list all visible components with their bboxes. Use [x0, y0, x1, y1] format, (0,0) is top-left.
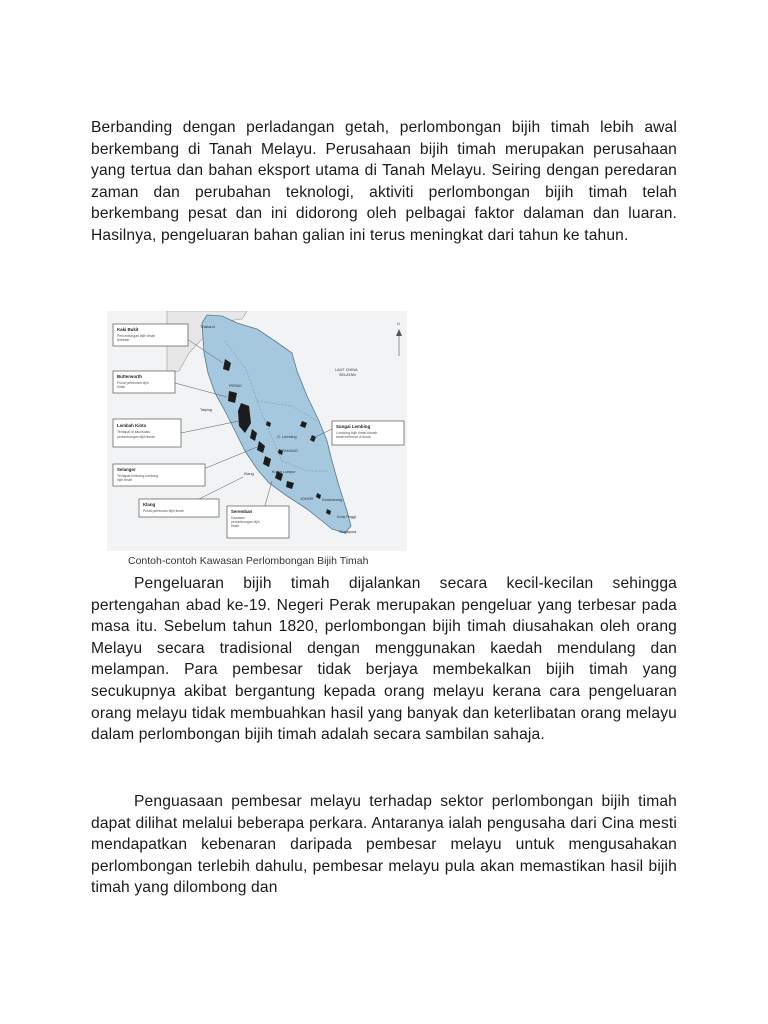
box-butterworth	[113, 371, 175, 393]
box-kaki-bukit-title: Kaki Bukit	[117, 327, 139, 332]
box-seremban	[227, 506, 289, 538]
sea-label-line2: SELATAN	[339, 373, 356, 377]
box-sungai-lembing-line1: Lombong bijih timah bawah	[336, 431, 378, 435]
sea-label-line1: LAUT CHINA	[335, 368, 358, 372]
label-kota-tinggi: Kota Tinggi	[337, 515, 356, 519]
box-lembah-kinta	[113, 419, 181, 447]
box-kaki-bukit-line1: Perlombongan bijih timah	[117, 334, 156, 338]
box-seremban-title: Seremban	[231, 509, 253, 514]
label-sg-lembing: G. Lembing	[277, 435, 297, 439]
paragraph-intro: Berbanding dengan perladangan getah, perlombongan bijih timah lebih awal berkembang di Tanah Melayu. Perusahaan bijih timah merupakan perusahaan yang tertua dan bahan eksport utama di Tanah Melayu. Seiring dengan peredaran zaman dan perubahan teknologi, aktiviti perlombongan bijih timah telah berkembang pesat dan ini didorong oleh pelbagai faktor dalaman dan luaran. Hasilnya, pengeluaran bahan galian ini terus meningkat dari tahun ke tahun.	[91, 119, 677, 244]
paragraph-control: Penguasaan pembesar melayu terhadap sektor perlombongan bijih timah dapat dilihat melalui beberapa perkara. Antaranya ialah pengusaha dari Cina mesti mendapatkan kebenaran daripada pembesar melayu untuk mengusahakan perlombongan terlebih dahulu, pembesar melayu pula akan memastikan hasil bijih timah yang dilombong dan	[91, 793, 677, 897]
box-selangor-title: Selangor	[117, 467, 136, 472]
figure-caption: Contoh-contoh Kawasan Perlombongan Bijih Timah	[128, 555, 369, 567]
box-klang-line1: Pusat peleburan bijih timah	[143, 509, 184, 513]
box-selangor-line2: bijih timah	[117, 478, 133, 482]
box-selangor-line1: Terdapat lombong-lombong	[117, 474, 159, 478]
label-thailand: Thailand	[200, 325, 215, 329]
box-kaki-bukit-line2: terbesar	[117, 338, 130, 342]
label-kuala-lumpur: Kuala Lumpur	[272, 470, 296, 474]
box-seremban-line3: timah	[231, 524, 240, 528]
box-klang	[139, 499, 219, 517]
box-seremban-line1: Kawasan	[231, 516, 245, 520]
label-singapura: Singapura	[339, 530, 357, 534]
map-svg	[107, 311, 407, 551]
tin-mining-map	[107, 311, 407, 551]
paragraph-production: Pengeluaran bijih timah dijalankan secara kecil-kecilan sehingga pertengahan abad ke-19. Negeri Perak merupakan pengeluar yang terbesar pada masa itu. Sebelum tahun 1820, perlombongan bijih timah diusahakan oleh orang Melayu secara tradisional dengan menggunakan kaedah mendulang dan melampan. Para pembesar tidak berjaya membekalkan bijih timah yang secukupnya akibat bergantung kepada orang melayu kerana cara pengeluaran orang melayu tidak membuahkan hasil yang banyak dan keterlibatan orang melayu dalam perlombongan bijih timah adalah secara sambilan sahaja.	[91, 575, 677, 744]
label-taiping: Taiping	[200, 408, 213, 412]
box-butterworth-line1: Pusat peleburan bijih	[117, 381, 149, 385]
box-sungai-lembing-title: Sungai Lembing	[336, 424, 371, 429]
box-butterworth-line2: timah	[117, 385, 126, 389]
box-lembah-kinta-line2: perlombongan bijih timah	[117, 435, 155, 439]
box-lembah-kinta-title: Lembah Kinta	[117, 423, 147, 428]
label-perak: PERAK	[229, 384, 242, 388]
label-johor: JOHOR	[300, 497, 314, 501]
box-lembah-kinta-line1: Terdapat di kaunsuatu	[117, 430, 151, 434]
box-seremban-line2: perlombongan bijih	[231, 520, 260, 524]
box-selangor	[113, 464, 205, 486]
label-klang: Klang	[244, 472, 254, 476]
north-arrow-label: U	[397, 322, 400, 326]
box-sungai-lembing-line2: tanah terbesar di dunia	[336, 435, 371, 439]
box-butterworth-title: Butterworth	[117, 374, 142, 379]
box-sungai-lembing	[332, 421, 404, 445]
label-pahang: PAHANG	[282, 449, 298, 453]
box-klang-title: Klang	[143, 502, 156, 507]
label-kelabukung: Kelabukung	[322, 498, 343, 502]
box-kaki-bukit	[113, 324, 188, 346]
